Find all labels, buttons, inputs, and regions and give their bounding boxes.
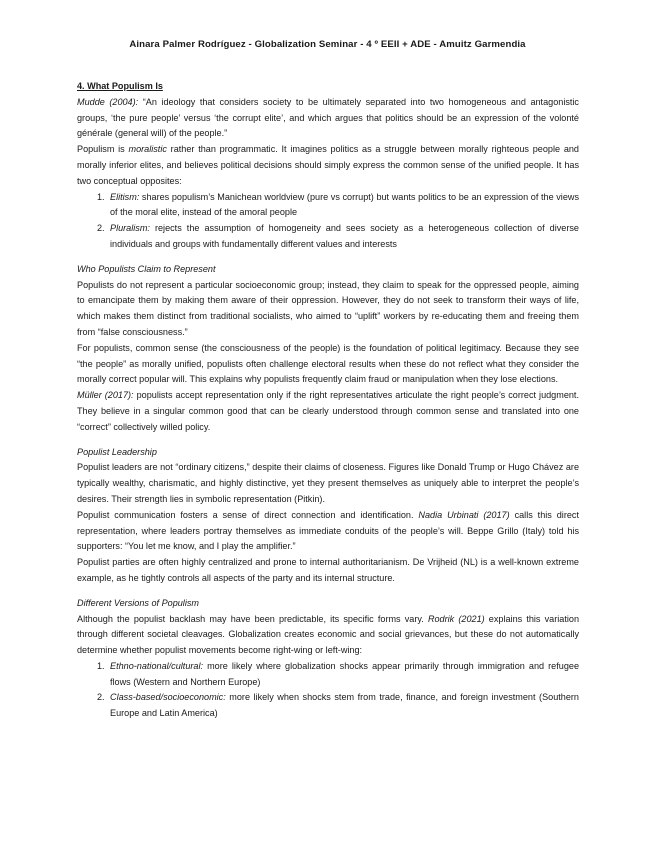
list-number: 2. — [97, 692, 105, 703]
list-term: Pluralism: — [110, 223, 150, 234]
text-run: rather than programmatic. It imagines politics as a struggle between morally righteous people and morally inferior elites, and believes political decisions should simply express the common sense of the unified people. It has two conceptual opposites: — [77, 144, 579, 186]
leadership-paragraph-3: Populist parties are often highly centralized and prone to internal authoritarianism. De Vrijheid (NL) is a well-known extreme example, as he tightly controls all aspects of the party and its internal structure. — [77, 557, 579, 583]
subheading-represent: Who Populists Claim to Represent — [77, 263, 216, 274]
represent-paragraph-1: Populists do not represent a particular socioeconomic group; instead, they claim to speak for the oppressed people, aiming to emancipate them by making them aware of their oppression. However, they do not seek to transform their ways of life, which makes them distinct from traditional socialists, who aimed to “uplift” workers by re-educating them and freeing them from “false consciousness.” — [77, 279, 579, 337]
represent-paragraph-2: For populists, common sense (the consciousness of the people) is the foundation of political legitimacy. Because they see “the people” as morally unified, populists often challenge electoral results when these do not reflect what they consider the morally correct popular will. This explains why populists frequently claim fraud or manipulation when they lose elections. — [77, 342, 579, 385]
list-number: 1. — [97, 191, 105, 202]
leadership-paragraph-1: Populist leaders are not “ordinary citizens,” despite their claims of closeness. Figures like Donald Trump or Hugo Chávez are typically wealthy, charismatic, and highly distinctive, yet they present themselves as uniquely able to interpret the people’s desires. Their strength lies in symbolic representation (Pitkin). — [77, 462, 579, 504]
page-header: Ainara Palmer Rodríguez - Globalization Seminar - 4 º EEII + ADE - Amuitz Garmendia — [129, 39, 526, 50]
text-run: Populism is — [77, 144, 129, 155]
leadership-paragraph-2 — [77, 508, 579, 555]
list-text: shares populism’s Manichean worldview (pure vs corrupt) but wants politics to be an expression of the views of the moral elite, instead of the amoral people — [110, 191, 579, 218]
citation: Müller (2017): — [77, 390, 134, 401]
subheading-versions: Different Versions of Populism — [77, 597, 199, 608]
text-run: Populist communication fosters a sense of direct connection and identification. — [77, 509, 419, 520]
list-item — [77, 190, 579, 222]
list-item — [77, 690, 579, 722]
versions-paragraph-1 — [77, 612, 579, 659]
list-text: more likely where globalization shocks appear primarily through immigration and refugee flows (Western and Northern Europe) — [110, 660, 579, 687]
list-term: Class-based/socioeconomic: — [110, 692, 226, 703]
list-term: Elitism: — [110, 191, 140, 202]
represent-paragraph-3 — [77, 388, 579, 435]
text-run: calls this direct representation, where leaders portray themselves as immediate conduits of the people’s will. Beppe Grillo (Italy) told his supporters: “You let me know, and I play the amplifier.” — [77, 509, 579, 552]
text-run: populists accept representation only if the right representatives articulate the right people’s correct judgment. They believe in a singular common good that can be clearly understood through common sense and translated into one “correct” collectively willed policy. — [77, 390, 579, 432]
list-term: Ethno-national/cultural: — [110, 660, 204, 671]
list-number: 2. — [97, 223, 105, 234]
citation: Nadia Urbinati (2017) — [418, 509, 510, 520]
section-title: 4. What Populism Is — [77, 81, 163, 91]
intro-moralistic-paragraph — [77, 142, 579, 189]
text-run: explains this variation through different societal cleavages. Globalization creates economic and social grievances, but these do not automatically determine whether populist movements become right-wing or left-wing: — [77, 613, 580, 656]
versions-list — [77, 659, 579, 722]
document-body — [77, 79, 579, 722]
opposites-list — [77, 190, 579, 253]
subheading-leadership: Populist Leadership — [77, 446, 157, 457]
definition-quote: “An ideology that considers society to be ultimately separated into two homogeneous and antagonistic groups, ‘the pure people’ versus ‘the corrupt elite’, and which argues that politics should be an expression of the volonté générale (general will) of the people.” — [77, 96, 579, 139]
list-number: 1. — [97, 660, 105, 671]
list-text: more likely when shocks stem from trade, finance, and foreign investment (Southern Europe and Latin America) — [110, 692, 579, 719]
citation: Mudde (2004): — [77, 96, 139, 107]
list-text: rejects the assumption of homogeneity and sees society as a heterogeneous collection of diverse individuals and groups with fundamentally different values and interests — [110, 223, 579, 249]
emphasis: moralistic — [128, 144, 167, 155]
list-item — [77, 221, 579, 253]
list-item — [77, 659, 579, 691]
citation: Rodrik (2021) — [427, 613, 485, 624]
intro-definition — [77, 95, 579, 142]
text-run: Although the populist backlash may have been predictable, its specific forms vary. — [77, 613, 428, 624]
